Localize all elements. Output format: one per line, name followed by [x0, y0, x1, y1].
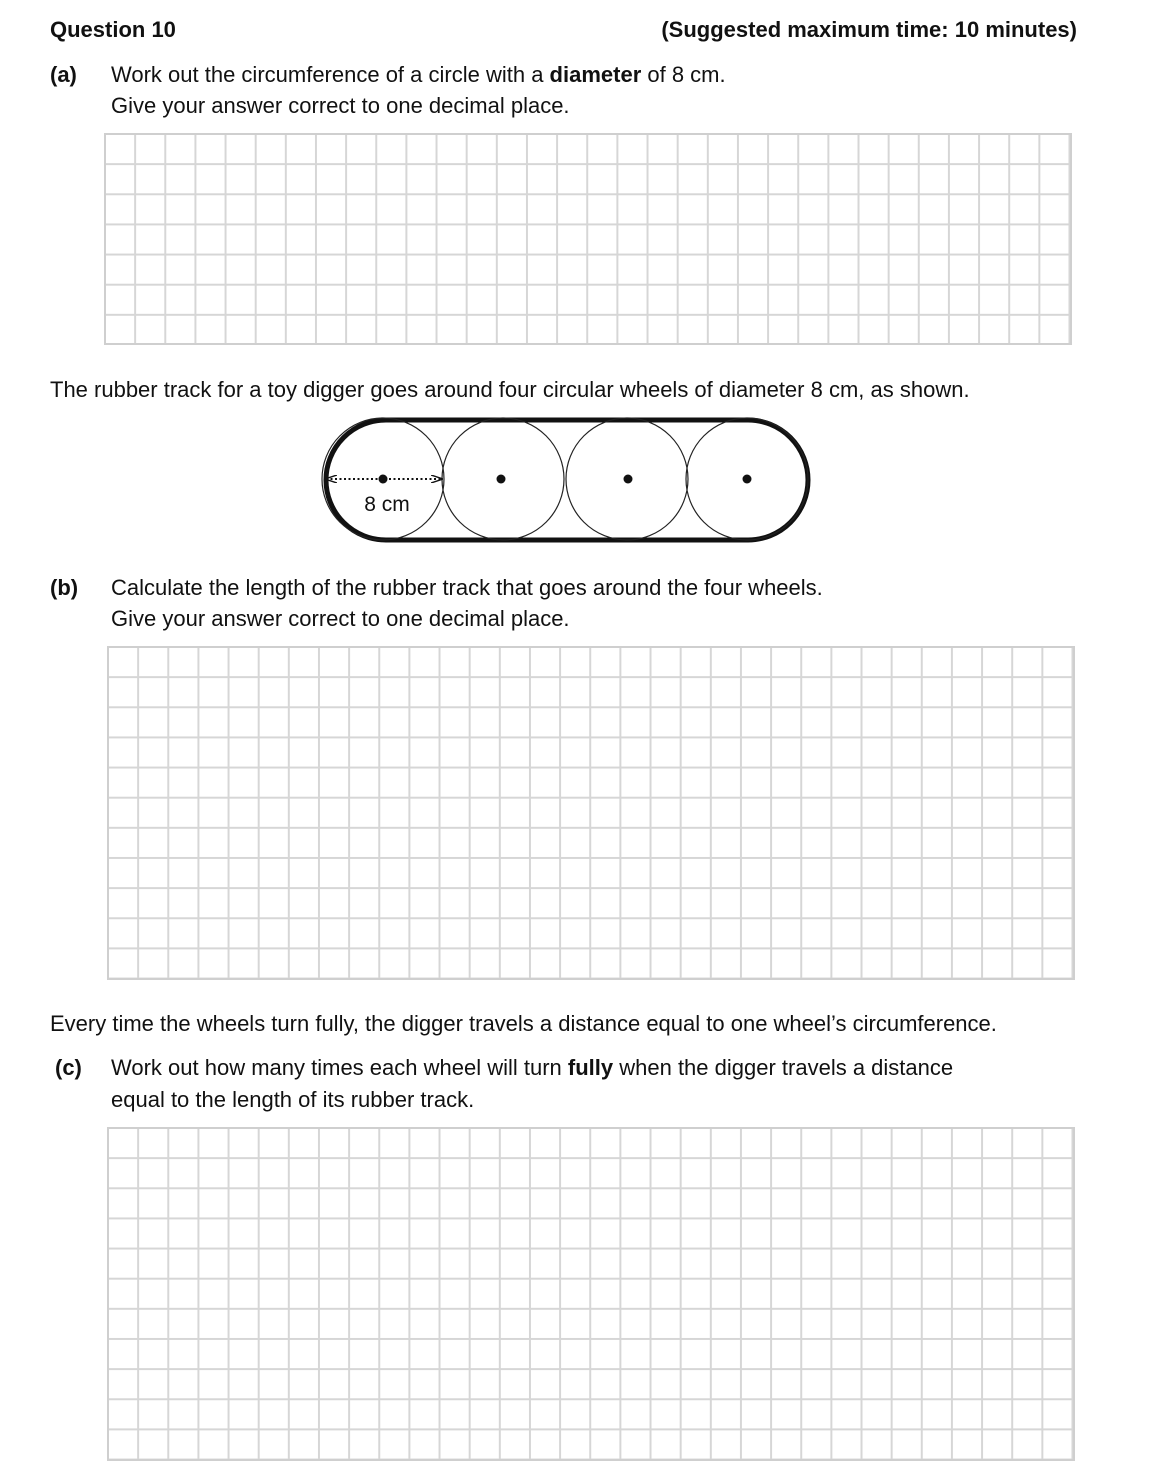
part-a-line2: Give your answer correct to one decimal place.	[111, 93, 570, 118]
travel-intro: Every time the wheels turn fully, the digger travels a distance equal to one wheel’s circumference.	[50, 1011, 997, 1036]
wheel-3-centre	[624, 475, 633, 484]
part-b-label: (b)	[50, 575, 79, 600]
digger-track-diagram	[316, 412, 816, 548]
answer-grid-c[interactable]	[107, 1127, 1075, 1461]
answer-grid-a[interactable]	[104, 133, 1072, 345]
part-c-line2: equal to the length of its rubber track.	[111, 1087, 475, 1112]
suggested-time: (Suggested maximum time: 10 minutes)	[661, 17, 1077, 42]
answer-grid-b[interactable]	[107, 646, 1075, 980]
wheel-4-centre	[743, 475, 752, 484]
track-intro: The rubber track for a toy digger goes around four circular wheels of diameter 8 cm, as shown.	[50, 377, 970, 402]
diameter-label: 8 cm	[364, 493, 410, 516]
part-c-label: (c)	[55, 1055, 82, 1080]
part-a-label: (a)	[50, 62, 77, 87]
part-b-line2: Give your answer correct to one decimal place.	[111, 606, 570, 631]
part-a-line1: Work out the circumference of a circle with a diameter of 8 cm.	[111, 62, 726, 87]
part-b-line1: Calculate the length of the rubber track that goes around the four wheels.	[111, 575, 823, 600]
part-c-line1: Work out how many times each wheel will turn fully when the digger travels a distance	[111, 1055, 954, 1080]
wheel-2-centre	[497, 475, 506, 484]
question-title: Question 10	[50, 17, 176, 42]
